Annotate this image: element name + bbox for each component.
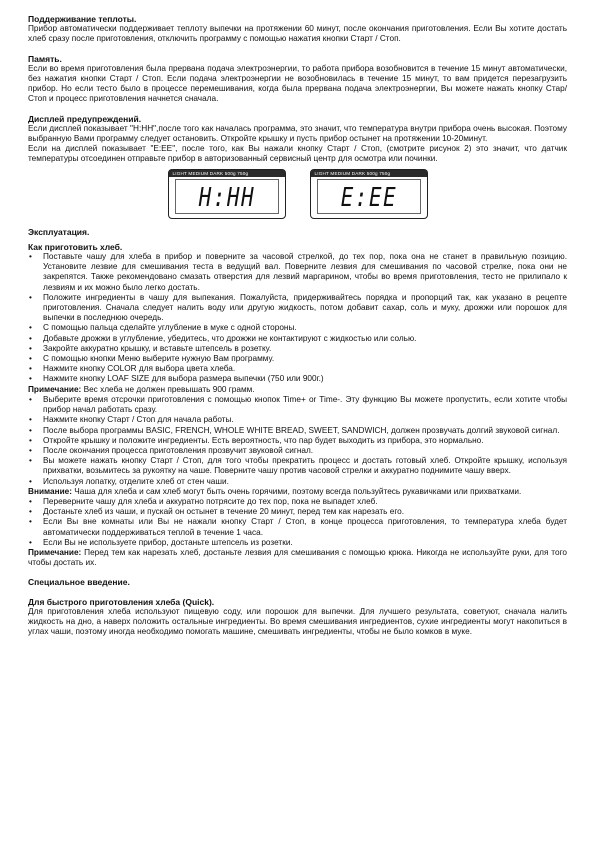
list-item: • Вы можете нажать кнопку Старт / Стоп, для того чтобы прекратить процесс и достать готовый хлеб. Откройте крышку, используя прихватки, возьмитесь за рукоятку на чаше. Поверните чашу против часовой стрелки и аккуратно поднимите чашу вверх. — [28, 456, 567, 476]
list-item: • Если Вы не используете прибор, достаньте штепсель из розетки. — [28, 538, 567, 548]
paragraph-warning-hhh: Если дисплей показывает "H:HH",после того как началась программа, это значит, что температура внутри прибора очень высокая. Поэтому выбранную Вами программу следует остановить. Откройте крышку и пусть прибор остынет на протяжении 10-20минут. — [28, 123, 567, 144]
list-item: • Закройте аккуратно крышку, и вставьте штепсель в розетку. — [28, 344, 567, 354]
list-item: • Нажмите кнопку Старт / Стоп для начала работы. — [28, 415, 567, 425]
lcd-header: LIGHT MEDIUM DARK 500g 750g — [311, 170, 427, 177]
paragraph-quick: Для приготовления хлеба используют пищевую соду, или порошок для выпечки. Для лучшего результата, советуют, сначала налить жидкость на дно, а наверх положить остальные ингредиенты. Во время смешивания ингредиентов, сухие ингредиенты могут накопиться в углах чаши, поэтому иногда необходимо помогать машине, смешивать ингредиенты, чтобы не было комков в муке. — [28, 606, 567, 637]
lcd-header: LIGHT MEDIUM DARK 500g 750g — [169, 170, 285, 177]
list-item: • Если Вы вне комнаты или Вы не нажали кнопку Старт / Стоп, в конце процесса приготовления, то температура хлеба будет автоматически поддерживаться теплой в течение 1 часа. — [28, 517, 567, 537]
paragraph-warning-eee: Если на дисплей показывает "E:EE", после того, как Вы нажали кнопку Старт / Стоп, (смотрите рисунок 2) это значит, что датчик температуры отсоединен отправьте прибор в авторизованный сервисный центр для осмотра или починки. — [28, 144, 567, 164]
steps-list-1 — [28, 252, 567, 385]
display-figures — [28, 169, 567, 219]
list-item: • Добавьте дрожжи в углубление, убедитесь, что дрожжи не контактируют с жидкостью или солью. — [28, 334, 567, 344]
steps-list-2 — [28, 395, 567, 487]
steps-list-3 — [28, 497, 567, 548]
note-blades — [28, 548, 567, 568]
list-item: • После окончания процесса приготовления прозвучит звуковой сигнал. — [28, 446, 567, 456]
paragraph-memory: Если во время приготовления была прервана подача электроэнергии, то работа прибора возобновится в течение 15 минут автоматически, без нажатия кнопки Старт / Стоп. Если подача электроэнергии не возобновилась в течение 15 минут, то вам придется перезагрузить прибор. Но если тесто было в процессе перемешивания, когда была прервана подача электроэнергии, Вы можете нажать кнопку Стар/Стоп и процесс приготовления начнется сначала. — [28, 63, 567, 104]
document-page — [28, 14, 567, 637]
section-title-warnings: Дисплей предупреждений. — [28, 113, 142, 124]
attention-text: Чаша для хлеба и сам хлеб могут быть очень горячими, поэтому всегда пользуйтесь рукавичками или прихватками. — [72, 486, 522, 496]
list-item: • Выберите время отсрочки приготовления с помощью кнопок Time+ or Time-. Эту функцию Вы можете пропустить, если хотите чтобы прибор начал работать сразу. — [28, 395, 567, 415]
attention-label: Внимание: — [28, 486, 72, 496]
attention-note — [28, 487, 567, 497]
list-item: • С помощью кнопки Меню выберите нужную Вам программу. — [28, 354, 567, 364]
list-item: • Нажмите кнопку LOAF SIZE для выбора размера выпечки (750 или 900г.) — [28, 374, 567, 384]
list-item: • Достаньте хлеб из чаши, и пускай он остынет в течение 20 минут, перед тем как нарезать его. — [28, 507, 567, 517]
note-text: Перед тем как нарезать хлеб, достаньте лезвия для смешивания с помощью крюка. Никогда не используйте руки, для того чтобы достать их. — [28, 547, 567, 568]
section-title-memory: Память. — [28, 53, 62, 64]
list-item: • Откройте крышку и положите ингредиенты. Есть вероятность, что пар будет выходить из прибора, это нормально. — [28, 436, 567, 446]
section-title-special: Специальное введение. — [28, 577, 130, 588]
lcd-display-error — [310, 169, 428, 219]
list-item: • Поставьте чашу для хлеба в прибор и поверните за часовой стрелкой, до тех пор, пока она не станет в правильную позицию. Установите лезвие для смешивания теста в ведущий вал. Поверните лезвия для смешивания по часовой стрелке, пока они не закрепятся. Также рекомендовано смазать отверстия для лезвий маргарином, чтобы во время приготовления, тесто не прилипало к лезвиям и их можно было легко достать. — [28, 252, 567, 293]
note-label: Примечание: — [28, 547, 82, 557]
list-item: • Нажмите кнопку COLOR для выбора цвета хлеба. — [28, 364, 567, 374]
note-weight — [28, 385, 567, 395]
lcd-value-hhh: H:HH — [198, 182, 255, 213]
paragraph-warm: Прибор автоматически поддерживает теплоту выпечки на протяжении 60 минут, после окончания приготовления. Если Вы хотите достать хлеб сразу после приготовления, отключить программу с помощью нажатия кнопки Старт / Стоп. — [28, 24, 567, 44]
section-title-operation: Эксплуатация. — [28, 226, 90, 237]
section-title-quick: Для быстрого приготовления хлеба (Quick). — [28, 596, 215, 607]
list-item: • Положите ингредиенты в чашу для выпекания. Пожалуйста, придерживайтесь порядка и пропорций так, как указано в рецепте приготовления. Сначала следует налить воду или другую жидкость, потом добавит сахар, соль и муку, дрожжи или порошок для выпечки в последнюю очередь. — [28, 293, 567, 324]
list-item: • С помощью пальца сделайте углубление в муке с одной стороны. — [28, 323, 567, 333]
lcd-display-hot — [168, 169, 286, 219]
list-item: • Используя лопатку, отделите хлеб от стен чаши. — [28, 477, 567, 487]
note-label: Примечание: — [28, 384, 82, 394]
section-title-warm: Поддерживание теплоты. — [28, 14, 137, 24]
lcd-value-eee: E:EE — [340, 182, 397, 213]
section-title-howto: Как приготовить хлеб. — [28, 241, 123, 252]
note-text: Вес хлеба не должен превышать 900 грамм. — [81, 384, 255, 394]
list-item: • Переверните чашу для хлеба и аккуратно потрясите до тех пор, пока не выпадет хлеб. — [28, 497, 567, 507]
list-item: • После выбора программы BASIC, FRENCH, WHOLE WHITE BREAD, SWEET, SANDWICH, должен прозвучать долгий звуковой сигнал. — [28, 426, 567, 436]
